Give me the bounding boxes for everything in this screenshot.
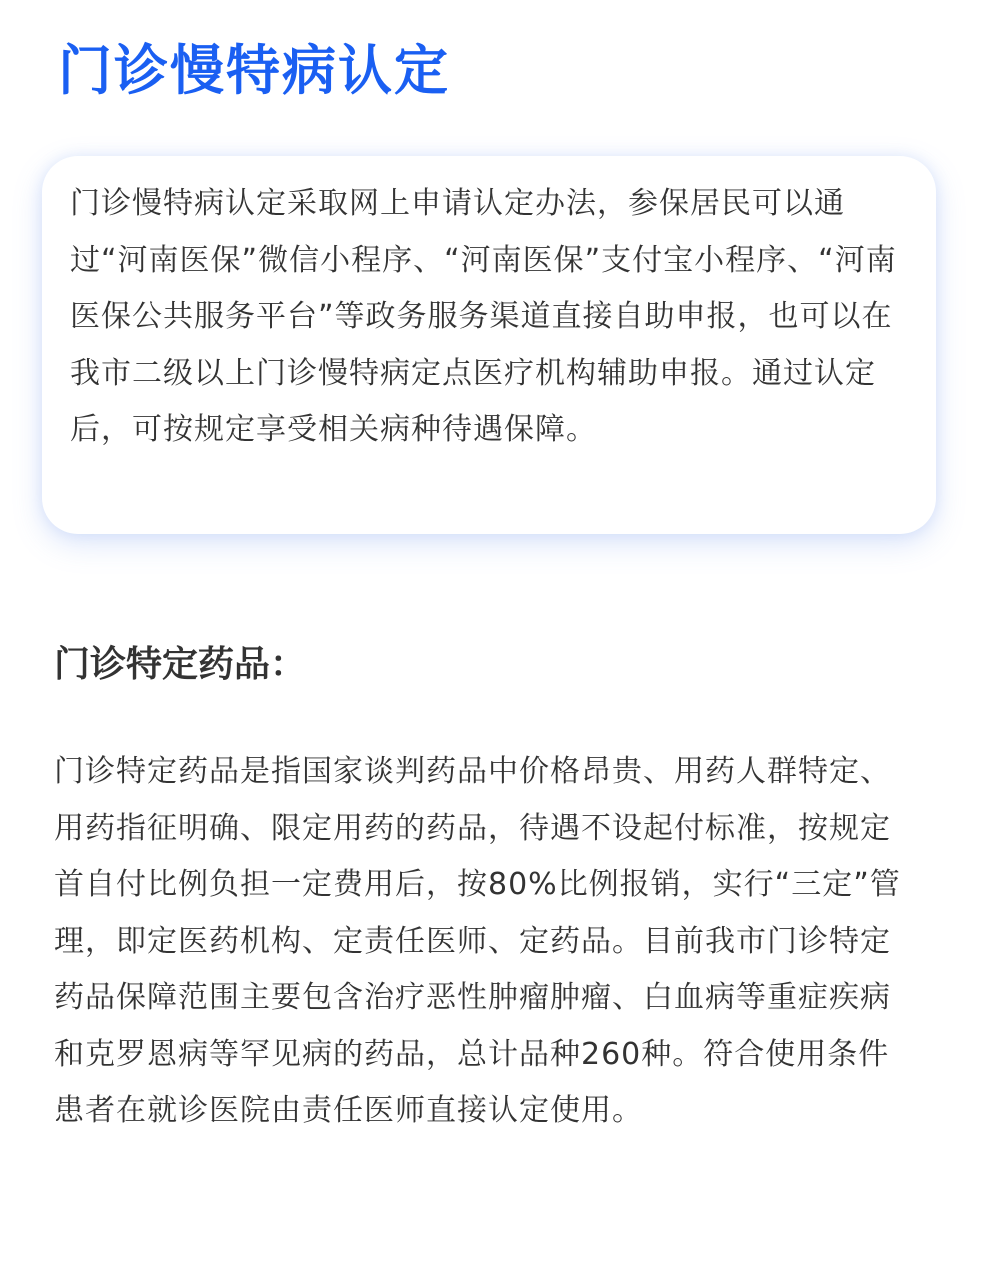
intro-card [42, 156, 936, 534]
section-heading: 门诊特定药品： [54, 644, 307, 685]
section-paragraph: 门诊特定药品是指国家谈判药品中价格昂贵、用药人群特定、用药指征明确、限定用药的药品，待遇不设起付标准，按规定首自付比例负担一定费用后，按80%比例报销，实行“三定”管理，即定医药机构、定责任医师、定药品。目前我市门诊特定药品保障范围主要包含治疗恶性肿瘤肿瘤、白血病等重症疾病和克罗恩病等罕见病的药品，总计品种260种。符合使用条件患者在就诊医院由责任医师直接认定使用。 [54, 754, 901, 1128]
page-title: 门诊慢特病认定 [58, 39, 450, 102]
intro-paragraph: 门诊慢特病认定采取网上申请认定办法，参保居民可以通过“河南医保”微信小程序、“河南医保”支付宝小程序、“河南医保公共服务平台”等政务服务渠道直接自助申报，也可以在我市二级以上门诊慢特病定点医疗机构辅助申报。通过认定后，可按规定享受相关病种待遇保障。 [70, 186, 897, 447]
